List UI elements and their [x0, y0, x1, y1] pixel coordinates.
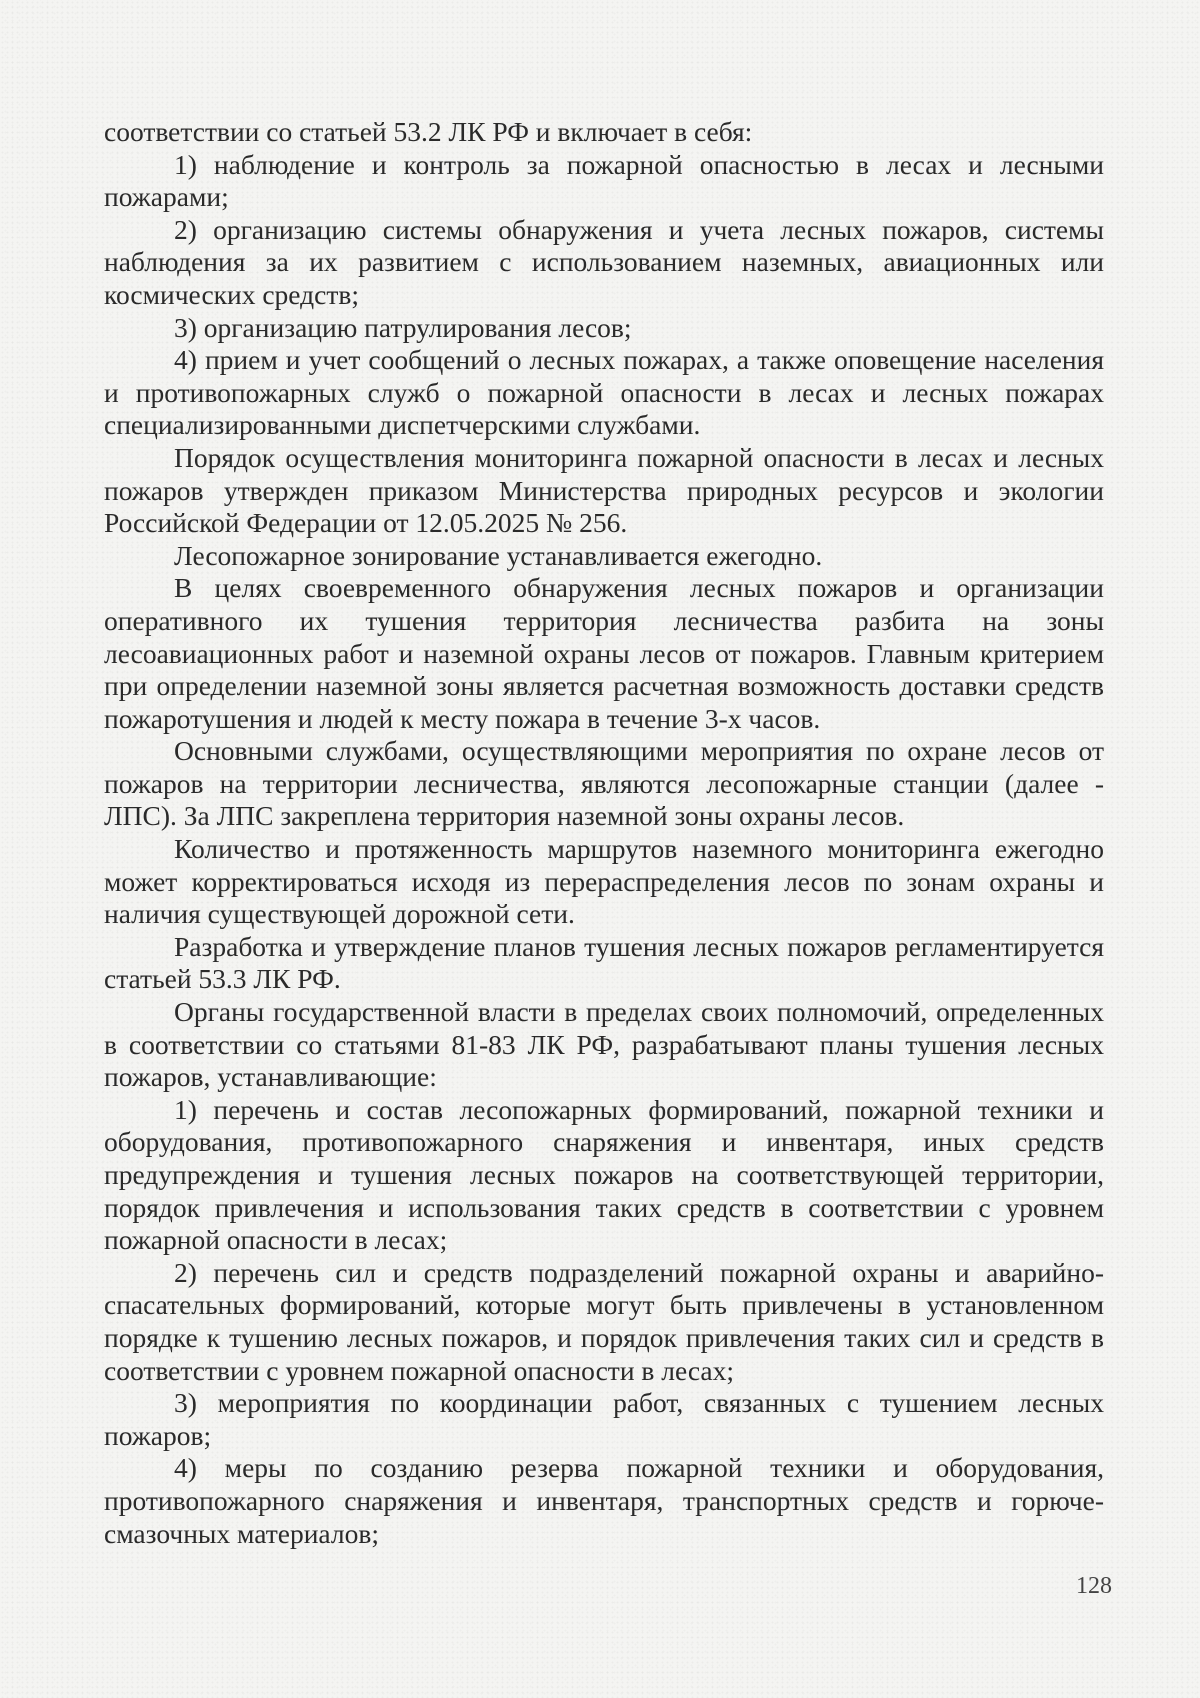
- list-item: 2) организацию системы обнаружения и учета лесных пожаров, системы наблюдения за их развитием с использованием наземных, авиационных или космических средств;: [104, 213, 1104, 310]
- paragraph: Разработка и утверждение планов тушения лесных пожаров регламентируется статьей 53.3 ЛК РФ.: [104, 930, 1104, 995]
- list-item: 4) меры по созданию резерва пожарной техники и оборудования, противопожарного снаряжения и инвентаря, транспортных средств и горюче-смазочных материалов;: [104, 1452, 1104, 1549]
- list-item: 4) прием и учет сообщений о лесных пожарах, а также оповещение населения и противопожарных служб о пожарной опасности в лесах и лесных пожарах специализированными диспетчерскими службами.: [104, 344, 1104, 441]
- list-item: 3) мероприятия по координации работ, связанных с тушением лесных пожаров;: [104, 1387, 1104, 1451]
- paragraph: Порядок осуществления мониторинга пожарной опасности в лесах и лесных пожаров утвержден приказом Министерства природных ресурсов и экологии Российской Федерации от 12.05.2025 № 256.: [104, 441, 1104, 539]
- list-item: 1) наблюдение и контроль за пожарной опасностью в лесах и лесными пожарами;: [104, 148, 1104, 213]
- paragraph: соответствии со статьей 53.2 ЛК РФ и включает в себя:: [104, 116, 753, 147]
- list-item: 3) организацию патрулирования лесов;: [174, 311, 632, 343]
- paragraph: Лесопожарное зонирование устанавливается ежегодно.: [174, 539, 823, 571]
- list-item: 2) перечень сил и средств подразделений пожарной охраны и аварийно-спасательных формирований, которые могут быть привлечены в установленном порядке к тушению лесных пожаров, и порядок привлечения таких сил и средств в соответствии с уровнем пожарной опасности в лесах;: [104, 1256, 1104, 1386]
- paragraph: В целях своевременного обнаружения лесных пожаров и организации оперативного их тушения территория лесничества разбита на зоны лесоавиационных работ и наземной охраны лесов от пожаров. Главным критерием при определении наземной зоны является расчетная возможность доставки средств пожаротушения и людей к месту пожара в течение 3-х часов.: [104, 572, 1104, 734]
- page-number: 128: [1076, 1573, 1112, 1599]
- paragraph: Количество и протяженность маршрутов наземного мониторинга ежегодно может корректироваться исходя из перераспределения лесов по зонам охраны и наличия существующей дорожной сети.: [104, 833, 1104, 930]
- body-text: [104, 116, 1104, 1550]
- paragraph: Основными службами, осуществляющими мероприятия по охране лесов от пожаров на территории лесничества, являются лесопожарные станции (далее - ЛПС). За ЛПС закреплена территория наземной зоны охраны лесов.: [104, 735, 1104, 832]
- list-item: 1) перечень и состав лесопожарных формирований, пожарной техники и оборудования, противопожарного снаряжения и инвентаря, иных средств предупреждения и тушения лесных пожаров на соответствующей территории, порядок привлечения и использования таких средств в соответствии с уровнем пожарной опасности в лесах;: [104, 1093, 1104, 1256]
- paragraph: Органы государственной власти в пределах своих полномочий, определенных в соответствии со статьями 81-83 ЛК РФ, разрабатывают планы тушения лесных пожаров, устанавливающие:: [104, 996, 1104, 1093]
